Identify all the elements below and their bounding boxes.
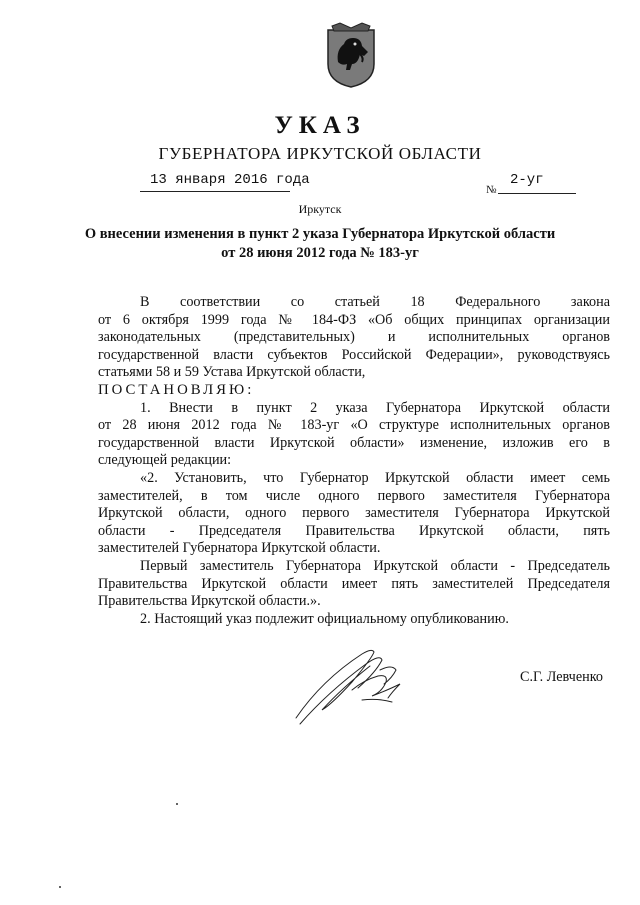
number-sign: № [486,184,497,196]
heading-line: О внесении изменения в пункт 2 указа Губернатора Иркутской области [84,226,556,242]
paragraph-first-deputy [98,558,610,611]
text-line: государственной власти субъектов Российской Федерации», руководствуясь [98,346,610,363]
decree-body [98,294,610,628]
paragraph-preamble [98,294,610,382]
heading-line: от 28 июня 2012 года № 183-уг [221,245,419,261]
text-line: 1. Внести в пункт 2 указа Губернатора Иркутской области [140,399,610,416]
coat-of-arms-emblem [326,22,376,88]
text-line: заместителей Губернатора Иркутской области. [98,540,381,557]
text-line: статьями 58 и 59 Устава Иркутской области, [98,364,366,381]
handwritten-signature [292,640,432,730]
signatory-name: С.Г. Левченко [520,669,603,685]
text-line: В соответствии со статьей 18 Федерального закона [140,294,610,310]
number-underline [498,193,576,194]
city-name: Иркутск [298,202,342,216]
text-line: области - Председателя Правительства Иркутской области, пять [98,522,610,539]
scan-speck [59,886,61,888]
document-subtitle: ГУБЕРНАТОРА ИРКУТСКОЙ ОБЛАСТИ [158,144,482,163]
text-line: Правительства Иркутской области.». [98,593,321,610]
decree-number: 2-уг [510,172,544,188]
text-line: от 28 июня 2012 года № 183-уг «О структуре исполнительных органов [98,417,610,434]
decree-date: 13 января 2016 года [150,172,310,188]
text-line: следующей редакции: [98,452,232,469]
text-line: государственной власти Иркутской области» изменение, изложив его в [98,434,610,451]
text-line: Первый заместитель Губернатора Иркутской области - Председатель [140,557,610,574]
date-underline [140,191,290,192]
text-line: «2. Установить, что Губернатор Иркутской области имеет семь [140,469,610,486]
text-line: Иркутской области, одного первого заместителя Губернатора Иркутской [98,505,610,522]
paragraph-item-1 [98,400,610,470]
text-line: заместителей, в том числе одного первого заместителя Губернатора [98,487,610,504]
postanovlyau-heading: ПОСТАНОВЛЯЮ: [98,381,255,398]
scan-speck [176,803,178,805]
text-line: законодательных (представительных) и исполнительных органов [98,329,610,346]
paragraph-item-2: 2. Настоящий указ подлежит официальному опубликованию. [140,610,509,627]
text-line: от 6 октября 1999 года № 184-ФЗ «Об общих принципах организации [98,311,610,328]
text-line: Правительства Иркутской области имеет пять заместителей Председателя [98,575,610,592]
paragraph-new-wording [98,470,610,558]
decree-heading [0,225,640,263]
document-title: УКАЗ [274,112,366,139]
